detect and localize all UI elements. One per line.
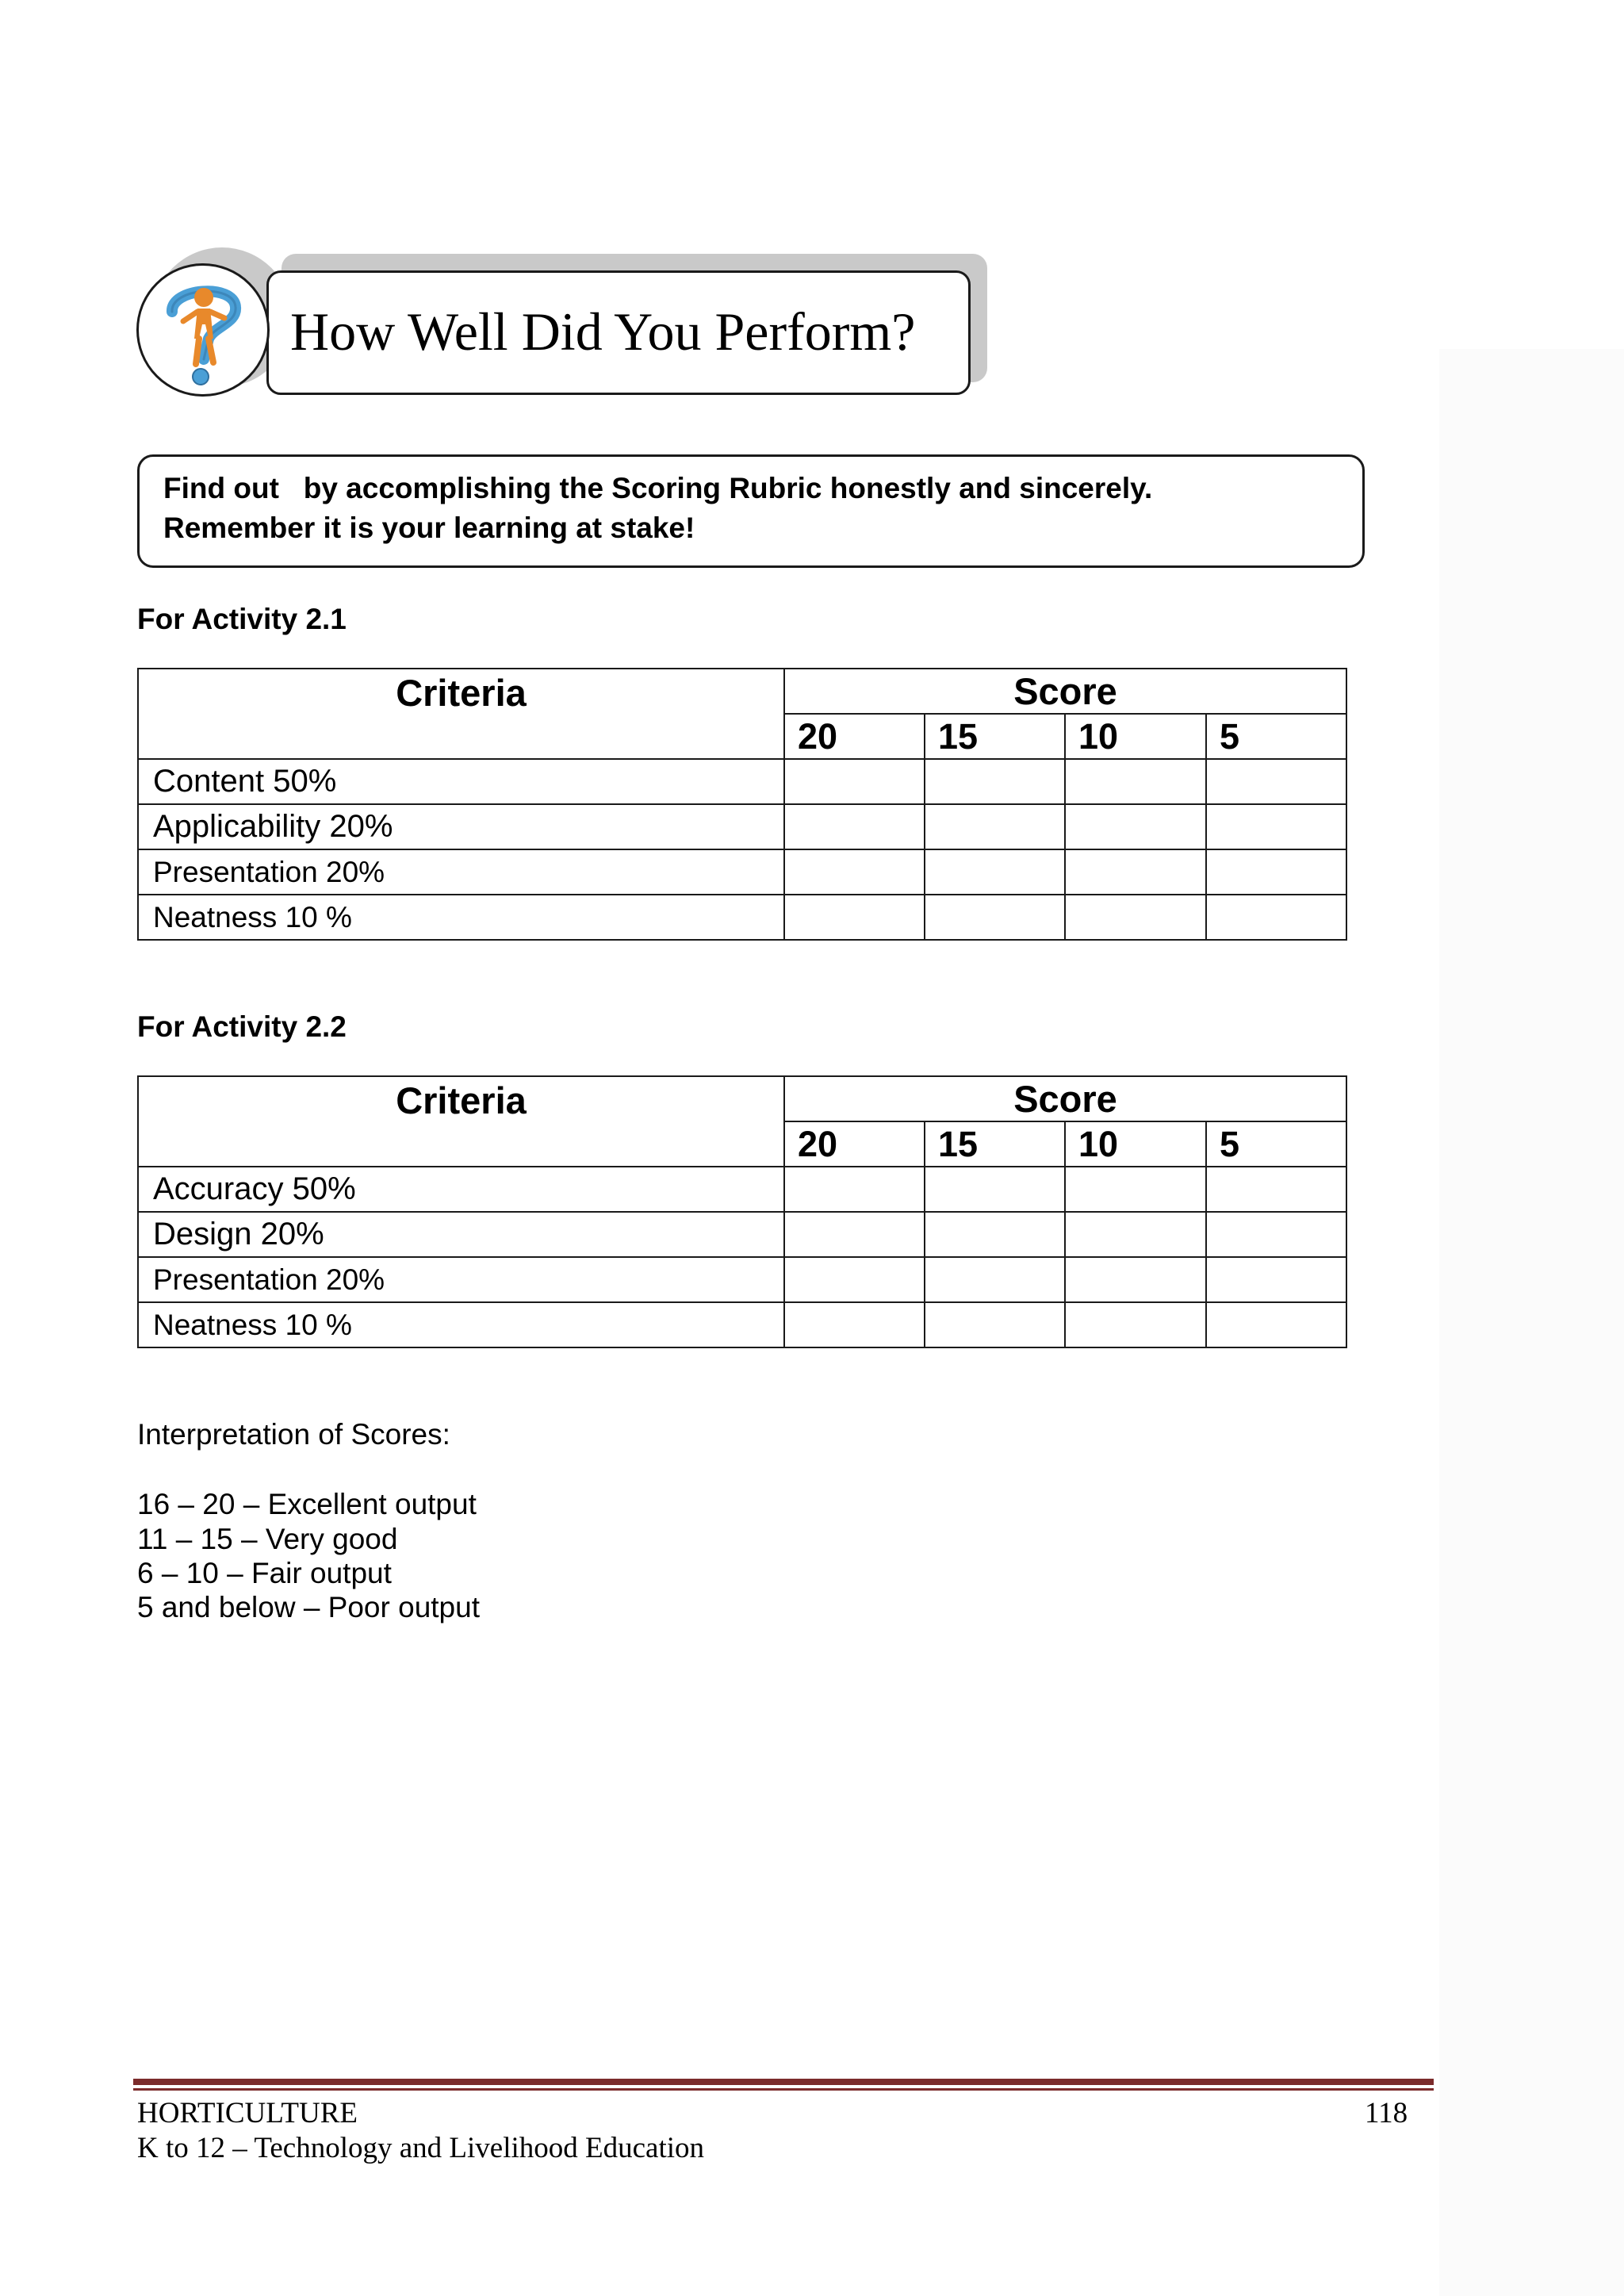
- score-cell[interactable]: [784, 804, 925, 849]
- score-cell[interactable]: [784, 1257, 925, 1302]
- score-column-header: 15: [925, 714, 1065, 759]
- score-column-header: 10: [1065, 1121, 1206, 1167]
- criterion-label: Neatness 10 %: [138, 895, 784, 940]
- score-cell[interactable]: [1206, 759, 1346, 804]
- footer-subject: HORTICULTURE: [137, 2097, 358, 2129]
- criterion-label: Content 50%: [138, 759, 784, 804]
- interpretation-line: 16 – 20 – Excellent output: [137, 1488, 477, 1520]
- interpretation-line: 5 and below – Poor output: [137, 1591, 480, 1623]
- score-cell[interactable]: [925, 804, 1065, 849]
- page-title: How Well Did You Perform?: [290, 301, 916, 362]
- question-mark-person-icon: [136, 263, 270, 397]
- instruction-line-2: Remember it is your learning at stake!: [163, 512, 695, 544]
- score-column-header: 20: [784, 1121, 925, 1167]
- score-cell[interactable]: [925, 759, 1065, 804]
- score-cell[interactable]: [1065, 1302, 1206, 1347]
- criteria-header: Criteria: [138, 1076, 784, 1167]
- score-cell[interactable]: [925, 1257, 1065, 1302]
- activity-heading: For Activity 2.2: [137, 1010, 347, 1043]
- score-cell[interactable]: [1065, 804, 1206, 849]
- score-column-header: 20: [784, 714, 925, 759]
- score-cell[interactable]: [1206, 849, 1346, 895]
- table-row: [138, 759, 1346, 804]
- footer-rule: [133, 2079, 1434, 2085]
- criterion-label: Presentation 20%: [138, 849, 784, 895]
- score-column-header: 5: [1206, 1121, 1346, 1167]
- table-row: [138, 1167, 1346, 1212]
- score-header: Score: [784, 1076, 1346, 1121]
- score-column-header: 15: [925, 1121, 1065, 1167]
- activity-heading: For Activity 2.1: [137, 603, 347, 635]
- criterion-label: Neatness 10 %: [138, 1302, 784, 1347]
- score-cell[interactable]: [1065, 759, 1206, 804]
- table-row: [138, 895, 1346, 940]
- interpretation-line: 6 – 10 – Fair output: [137, 1557, 392, 1589]
- score-cell[interactable]: [784, 1302, 925, 1347]
- score-cell[interactable]: [1065, 849, 1206, 895]
- score-cell[interactable]: [1206, 895, 1346, 940]
- score-cell[interactable]: [784, 1212, 925, 1257]
- table-row: [138, 1212, 1346, 1257]
- criterion-label: Accuracy 50%: [138, 1167, 784, 1212]
- criterion-label: Applicability 20%: [138, 804, 784, 849]
- score-cell[interactable]: [1206, 804, 1346, 849]
- score-cell[interactable]: [1065, 1167, 1206, 1212]
- footer-rule-thin: [133, 2088, 1434, 2091]
- score-cell[interactable]: [1065, 895, 1206, 940]
- score-cell[interactable]: [784, 759, 925, 804]
- score-cell[interactable]: [925, 849, 1065, 895]
- score-cell[interactable]: [784, 1167, 925, 1212]
- interpretation-heading: Interpretation of Scores:: [137, 1418, 450, 1451]
- criteria-header: Criteria: [138, 669, 784, 759]
- table-row: [138, 1302, 1346, 1347]
- score-cell[interactable]: [1206, 1212, 1346, 1257]
- footer-course: K to 12 – Technology and Livelihood Education: [137, 2132, 705, 2164]
- criterion-label: Design 20%: [138, 1212, 784, 1257]
- page-margin-tint: [1439, 349, 1624, 2296]
- score-cell[interactable]: [1206, 1302, 1346, 1347]
- score-column-header: 5: [1206, 714, 1346, 759]
- score-cell[interactable]: [925, 1302, 1065, 1347]
- score-cell[interactable]: [925, 1212, 1065, 1257]
- score-cell[interactable]: [1206, 1257, 1346, 1302]
- score-cell[interactable]: [1206, 1167, 1346, 1212]
- rubric-table-activity-2-2: [137, 1075, 1347, 1348]
- score-cell[interactable]: [925, 895, 1065, 940]
- instruction-line-1: Find out by accomplishing the Scoring Rubric honestly and sincerely.: [163, 472, 1153, 504]
- interpretation-line: 11 – 15 – Very good: [137, 1523, 398, 1555]
- score-cell[interactable]: [1065, 1212, 1206, 1257]
- criterion-label: Presentation 20%: [138, 1257, 784, 1302]
- table-row: [138, 804, 1346, 849]
- score-cell[interactable]: [925, 1167, 1065, 1212]
- score-cell[interactable]: [784, 895, 925, 940]
- score-header: Score: [784, 669, 1346, 714]
- page-number: 118: [1365, 2097, 1408, 2129]
- score-column-header: 10: [1065, 714, 1206, 759]
- score-cell[interactable]: [784, 849, 925, 895]
- table-row: [138, 849, 1346, 895]
- table-row: [138, 1257, 1346, 1302]
- score-cell[interactable]: [1065, 1257, 1206, 1302]
- rubric-table-activity-2-1: [137, 668, 1347, 941]
